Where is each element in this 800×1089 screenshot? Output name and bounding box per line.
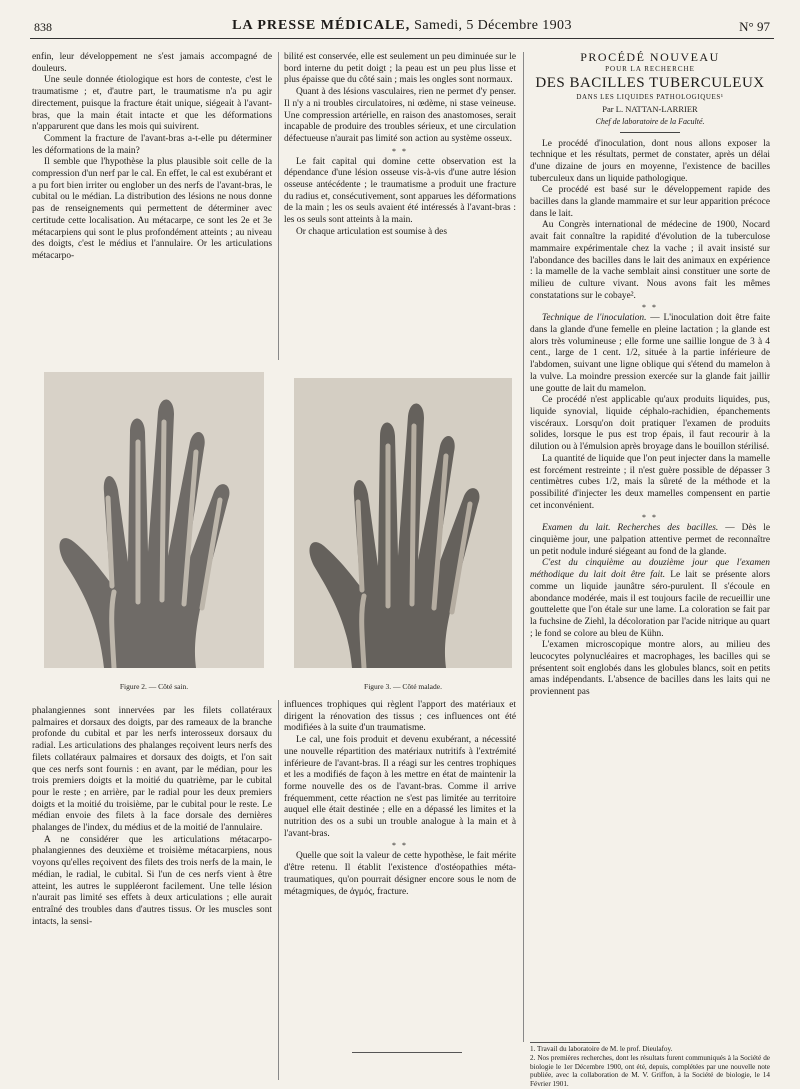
footnote: 2. Nos premières recherches, dont les résultats furent communiqués à la Société de biologie le 1er Décembre 1900, ont été, depuis, complétées par une nouvelle note publiée, avec la collaboration de M. V. Griffon, à la Société de biologie, le 14 Février 1901.: [530, 1053, 770, 1089]
article-heading: [530, 52, 770, 133]
running-header: [30, 16, 774, 39]
heading-rule: [620, 132, 680, 133]
section-separator: * *: [642, 303, 658, 313]
issue-number: N° 97: [739, 19, 770, 34]
section-separator: * *: [392, 146, 408, 156]
journal-title: [30, 18, 774, 34]
figure-3-caption: Figure 3. — Côté malade.: [364, 682, 442, 691]
paragraph: Comment la fracture de l'avant-bras a-t-elle pu déterminer les déformations de la main?: [32, 133, 272, 156]
article-kicker-small: POUR LA RECHERCHE: [605, 64, 695, 73]
paragraph: [530, 313, 770, 395]
figure-2-xray: [44, 372, 264, 668]
footnote-rule: [530, 1042, 600, 1043]
section-heading: Examen du lait. Recherches des bacilles.: [542, 523, 719, 534]
paragraph: Or chaque articulation est soumise à des: [296, 226, 447, 237]
paragraph: [530, 558, 770, 640]
paragraph: A ne considérer que les articulations métacarpo-phalangiennes des deuxième et troisième métacarpiens, nous voyons qu'elles reçoivent des filets des trois nerfs de la main, le médian, le radial, le cubital. Si l'un de ces nerfs vient à être atteint, les autres le suppléeront facilement. Une telle lésion n'aurait pas limité ses effets à deux articulations ; elle aurait entraîné des troubles dans d'autres tissus. Or les muscles sont intacts, la sensi-: [32, 834, 272, 927]
paragraph: [530, 523, 770, 558]
article-column: [530, 52, 770, 699]
column-divider: [278, 700, 279, 1080]
paragraph: influences trophiques qui règlent l'apport des matériaux et dirigent la rénovation des tissus ; ces influences ont été modifiées à la suite d'un traumatisme.: [284, 700, 516, 734]
paragraph: enfin, leur développement ne s'est jamais accompagné de douleurs.: [32, 52, 272, 74]
paragraph: L'examen microscopique montre alors, au milieu des leucocytes polynucléaires et macrophages, les bacilles qui se présentent soit englobés dans les globules blancs, soit en petits amas indépendants. L'absence de bacilles dans les laits qui ne proviennent pas: [530, 640, 770, 698]
paragraph: Quelle que soit la valeur de cette hypothèse, le fait mérite d'être retenu. Il établit l'existence d'ostéopathies méta-traumatiques, qu'on pourrait désigner encore sous le nom de métagmiques, de ἀγμός, fracture.: [284, 851, 516, 897]
paragraph: Le fait capital qui domine cette observation est la dépendance d'une lésion osseuse vis-à-vis d'une autre lésion osseuse antécédente ; le traumatisme a produit une fracture du radius et, consécutivement, sont apparues les déformations de la main ; les os seuls avaient été intéressés à l'avant-bras : les os seuls sont atteints à la main.: [284, 156, 516, 226]
section-separator: * *: [642, 513, 658, 523]
column-1-top: [32, 52, 272, 263]
paragraph: Le cal, une fois produit et devenu exubérant, a nécessité une nouvelle répartition des matériaux nutritifs à l'extrémité inférieure de l'avant-bras. Il a réagi sur les centres trophiques et les a modifiés de façon à les mettre en état de maintenir la forme nouvelle des os de l'avant-bras. Comme il arrive fréquemment, cette réaction ne s'est pas limitée au territoire auquel elle était destinée ; elle en a dépassé les limites et la nutrition des os a subi un trouble analogue à la main et à l'avant-bras.: [284, 735, 516, 839]
section-separator: * *: [392, 841, 408, 851]
paragraph: Ce procédé n'est applicable qu'aux produits liquides, pus, liquide synovial, liquide céphalo-rachidien, épanchements viscéraux. Lorsqu'on doit pratiquer l'examen de produits solides, lorsque le pus est trop épais, il faut recourir à la dilution ou à l'émulsion après broyage dans le bouillon stérilisé.: [530, 395, 770, 453]
paragraph: Il semble que l'hypothèse la plus plausible soit celle de la compression d'un nerf par le cal. En effet, le cal est exubérant et a pu fort bien irriter ou englober un des nerfs de l'avant-bras, le cubital ou le médian. La distribution des lésions ne nous donne pas de renseignements qui permettent de déterminer avec certitude cette localisation. Au métacarpe, ce sont les 2e et 3e métacarpiens qui sont le plus profondément atteints ; au niveau des doigts, c'est le médius et l'annulaire. Or les articulations métacarpo-: [32, 157, 272, 261]
paragraph: Au Congrès international de médecine de 1900, Nocard avait fait connaître la rapidité d'évolution de la tuberculose mammaire expérimentale chez la vache ; il avait insisté sur l'abondance des bacilles dans le lait des animaux en expérience : la mamelle de la vache semblait ainsi constituer une sorte de milieu de culture vivant. Nous avons fait les mêmes constatations sur le cobaye².: [530, 220, 770, 301]
paragraph: Quant à des lésions vasculaires, rien ne permet d'y penser. Il n'y a ni troubles circulatoires, ni œdème, ni stase veineuse. Une compression artérielle, en raison des anastomoses, serait incapable de produire des troubles sérieux, et une circulation défectueuse n'aurait pas limité son action au système osseux.: [284, 87, 516, 144]
column-1-bottom: [32, 706, 272, 928]
column-2-bottom: [284, 700, 516, 898]
figure-2-caption: Figure 2. — Côté sain.: [119, 682, 189, 691]
article-author: Par L. NATTAN-LARRIER: [602, 104, 698, 115]
column-divider: [523, 52, 524, 1042]
footnote: 1. Travail du laboratoire de M. le prof. Dieulafoy.: [530, 1045, 673, 1053]
journal-name: LA PRESSE MÉDICALE,: [232, 18, 411, 33]
paragraph-text: Le lait se présente alors comme un liquide jaunâtre séro-purulent. Il s'écoule en abondance modérée, mais il est toujours facile de recueillir une gouttelette que l'on étale sur une lame. La coloration se fait par la fuchsine de Ziehl, la décoloration par l'acide nitrique au quart ; le fond se colore au bleu de Kühn.: [530, 570, 770, 639]
paragraph: Ce procédé est basé sur le développement rapide des bacilles dans la glande mammaire et sur leur apparition précoce dans le lait.: [530, 185, 770, 219]
article-kicker: PROCÉDÉ NOUVEAU: [580, 50, 720, 64]
paragraph-text: — Dès le cinquième jour, une palpation attentive permet de reconnaître un petit nodule induré siégeant au fond de la glande.: [530, 523, 770, 557]
xray-hand-image: [44, 372, 264, 668]
paragraph: phalangiennes sont innervées par les filets collatéraux palmaires et dorsaux des doigts, par des rameaux de la branche profonde du cubital et par les nerfs interosseux dorsaux du radial. Les articulations des phalanges reçoivent leurs nerfs des filets collatéraux palmaires et dorsaux des doigts, et l'on sait que ces nerfs sont fournis : en avant, par le médian, pour les trois premiers doigts et la moitié du quatrième, par le cubital pour le reste ; en arrière, par le radial pour les deux premiers doigts et la moitié du troisième, par le cubital pour le reste. Le médian envoie des filets à la face dorsale des dernières phalanges de l'index, du médius et de la moitié de l'annulaire.: [32, 706, 272, 834]
section-heading: Technique de l'inoculation.: [542, 313, 647, 324]
figure-3-xray: [294, 378, 512, 668]
emphasis-text: C'est du cinquième au douzième jour que l'examen méthodique du lait doit être fait.: [530, 558, 770, 581]
article-subtitle: DANS LES LIQUIDES PATHOLOGIQUES¹: [576, 93, 724, 102]
page-number: 838: [34, 20, 52, 34]
paragraph: bilité est conservée, elle est seulement un peu diminuée sur le bord interne du petit doigt ; la peau est un peu plus lisse et plus épaisse que du côté sain ; mais les ongles sont normaux.: [284, 52, 516, 86]
paragraph: La quantité de liquide que l'on peut injecter dans la mamelle est forcément restreinte ; il n'est guère possible de dépasser 3 centimètres cubes 1/2, mais la sûreté de la méthode et la possibilité d'injecter les deux mamelles compensent en partie cet inconvénient.: [530, 453, 770, 511]
end-rule: [352, 1052, 462, 1053]
xray-hand-image: [294, 378, 512, 668]
column-2-top: [284, 52, 516, 239]
article-title: DES BACILLES TUBERCULEUX: [535, 75, 765, 92]
paragraph-text: — L'inoculation doit être faite dans la glande d'une femelle en pleine lactation ; la glande est alors très volumineuse ; elle forme une saillie longue de 3 à 4 cent., large de 1 cent. 1/2, située à la partie inférieure de l'abdomen, suivant une ligne oblique qui s'étend du mamelon à la vulve. La moindre pression exercée sur la glande fait jaillir une goutte de lait du mamelon.: [530, 313, 770, 394]
issue-date: Samedi, 5 Décembre 1903: [414, 18, 572, 33]
article-affiliation: Chef de laboratoire de la Faculté.: [595, 116, 705, 126]
paragraph: Une seule donnée étiologique est hors de conteste, c'est le traumatisme ; et, d'autre part, le traumatisme n'a pu agir directement, puisque la fracture était unique, siégeait à l'avant-bras, que la main était intacte et que les déformations n'apparurent que dans les mois qui suivirent.: [32, 75, 272, 133]
column-divider: [278, 52, 279, 360]
paragraph: Le procédé d'inoculation, dont nous allons exposer la technique et les résultats, permet de constater, après un délai d'une dizaine de jours en moyenne, l'existence de bacilles tuberculeux dans un liquide pathologique.: [530, 138, 770, 184]
